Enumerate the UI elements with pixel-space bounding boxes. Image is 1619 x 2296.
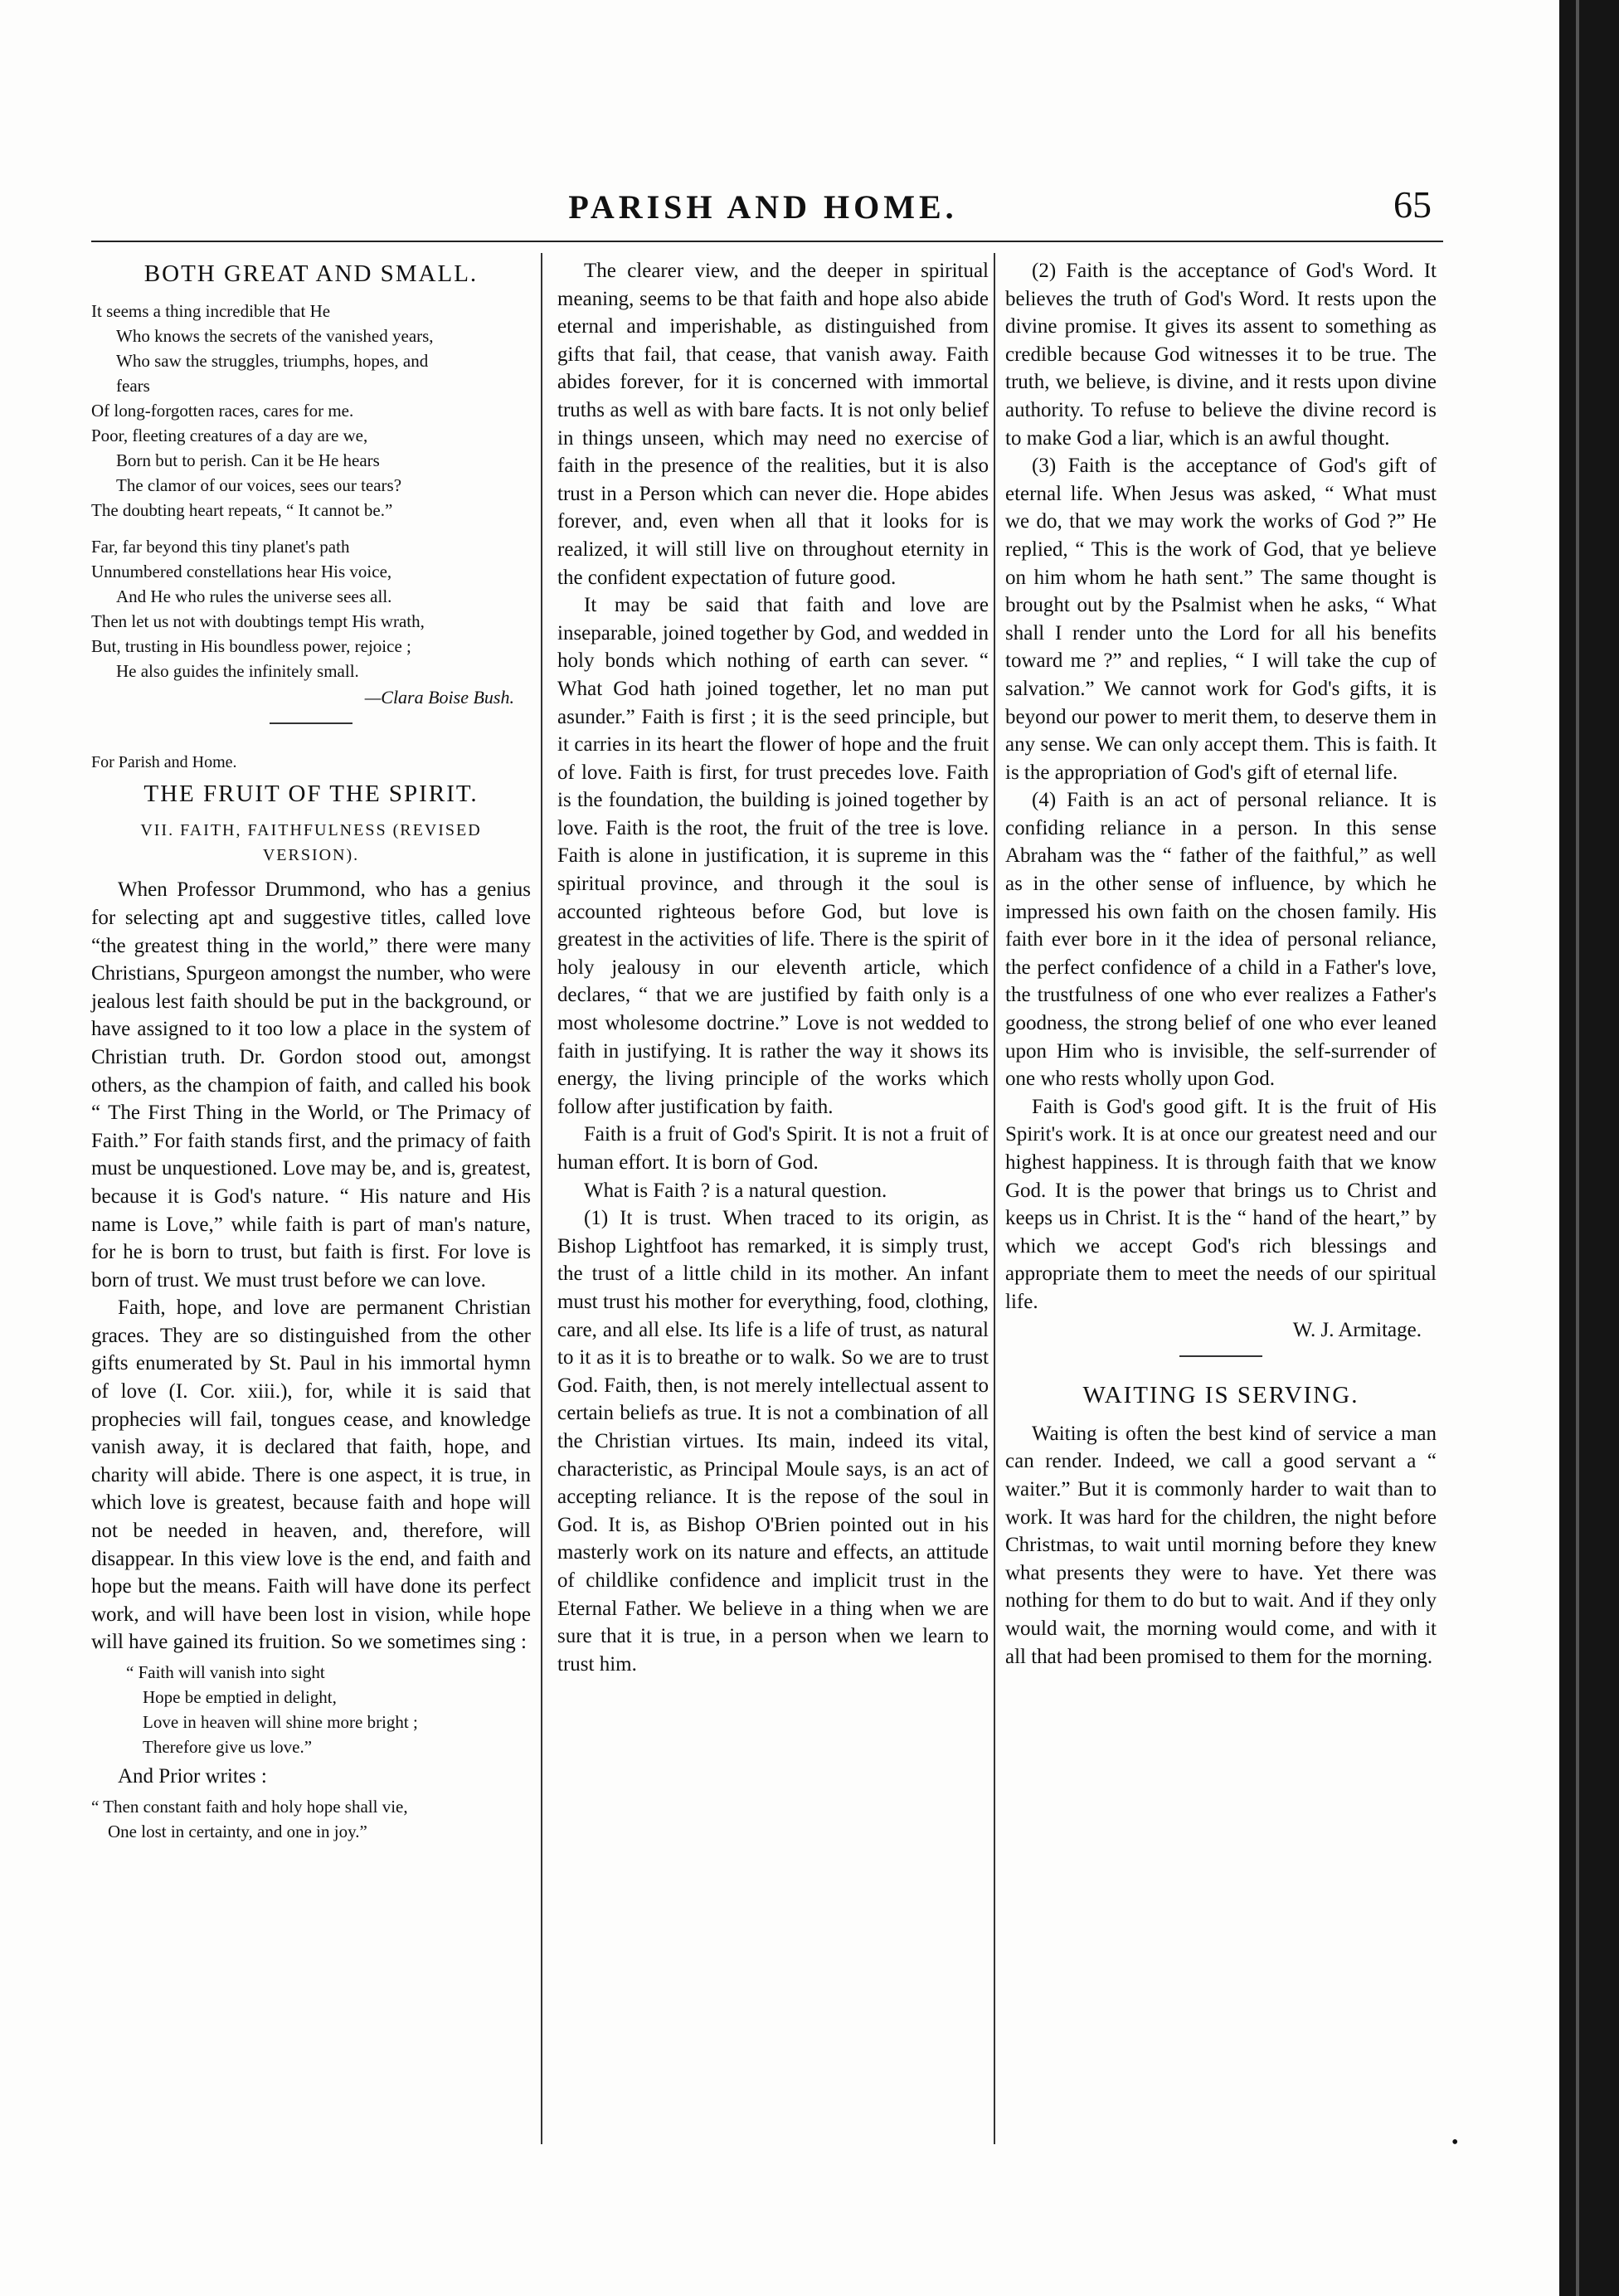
quote-line: Therefore give us love.” [143,1737,313,1757]
article-subtitle: VII. FAITH, FAITHFULNESS (REVISED VERSION). [140,821,482,865]
article-paragraph: Faith is a fruit of God's Spirit. It is not a fruit of human effort. It is born of God. [557,1123,989,1174]
poem-line: The doubting heart repeats, “ It cannot be.” [91,499,393,520]
article-paragraph: The clearer view, and the deeper in spiritual meaning, seems to be that faith and hope also abide eternal and imperishable, as distinguished from gifts that fail, that cease, that vanish away. Faith abides forever, for it is concerned with immortal truths as well as with bare facts. It is not only belief in things unseen, which may need no exercise of faith in the presence of the realities, but it is also trust in a Person which can never die. Hope abides forever, and, even when all that it looks for is realized, it will still live on throughout eternity in the confident expectation of future good. [557,260,989,589]
footer-mark: • [1451,2132,1459,2153]
poem-line: Born but to perish. Can it be He hears [116,450,380,470]
poem-line: Who knows the secrets of the vanished years, [116,325,434,346]
quote-line: One lost in certainty, and one in joy.” [108,1821,367,1841]
running-header: PARISH AND HOME. [568,188,958,226]
poem-line: Who saw the struggles, triumphs, hopes, and [116,350,429,371]
article-signature: W. J. Armitage. [1292,1318,1422,1341]
poem-stanza-1 [91,299,531,523]
waiting-paragraph: Waiting is often the best kind of service a man can render. Indeed, we call a good servant a “ waiter.” But it is commonly harder to wait than to work. It was hard for the children, the night before Christmas, to wait until morning before they knew what presents they were to have. Yet there was nothing for them to do but to wait. And if they only would wait, the morning would come, and with it all that had been promised to them for the morning. [1005,1422,1437,1668]
poem-line: Of long-forgotten races, cares for me. [91,400,354,421]
poem-line: Far, far beyond this tiny planet's path [91,536,350,557]
section-divider [270,722,352,724]
column-3 [1005,257,1437,1671]
article-paragraph: Faith, hope, and love are permanent Christian graces. They are so distinguished from the other gifts enumerated by St. Paul in his immortal hymn of love (I. Cor. xiii.), for, while it is said that prophecies will fail, tongues cease, and knowledge vanish away, it is declared that faith, hope, and charity will abide. There is one aspect, it is true, in which love is greatest, because faith and hope will not be needed in heaven, and, therefore, will disappear. In this view love is the end, and faith and hope but the means. Faith will have done its perfect work, and will have been lost in vision, while hope will have gained its fruition. So we sometimes sing : [91,1296,531,1654]
article-paragraph: (3) Faith is the acceptance of God's gift of eternal life. When Jesus was asked, “ What must we do, that we may work the works of God ?” He replied, “ This is the work of God, that ye believe on him whom he hath sent.” The same thought is brought out by the Psalmist when he asks, “ What shall I render unto the Lord for all his benefits toward me ?” and replies, “ I will take the cup of salvation.” We cannot work for God's gifts, it is beyond our power to merit them, to deserve them in any sense. We can only accept them. This is faith. It is the appropriation of God's gift of eternal life. [1005,455,1437,784]
book-spine-edge [1559,0,1619,2296]
poem-line: Then let us not with doubtings tempt His wrath, [91,610,425,631]
article-paragraph: It may be said that faith and love are inseparable, joined together by God, and wedded in holy bonds which nothing of earth can sever. “ What God hath joined together, let no man put asunder.” Faith is first ; it is the seed principle, but it carries in its heart the flower of hope and the fruit of love. Faith is first, for trust precedes love. Faith is the foundation, the building is joined together by love. Faith is the root, the fruit of the tree is love. Faith is alone in justification, it is supreme in this spiritual province, and through it the soul is accounted righteous before God, but love is greatest in the activities of life. There is the spirit of holy jealousy in our eleventh article, which declares, “ that we are justified by faith only is a most wholesome doctrine.” Love is not wedded to faith in justifying. It is rather the way it shows its energy, the living principle of the works which follow after justification by faith. [557,594,989,1118]
poem-title: BOTH GREAT AND SMALL. [143,260,479,287]
header-rule [91,241,1443,242]
article-paragraph: (1) It is trust. When traced to its origin, as Bishop Lightfoot has remarked, it is simply trust, the trust of a little child in its mother. An infant must trust his mother for everything, food, clothing, care, and all else. Its life is a life of trust, as natural to it as it is to breathe or to walk. So we are to trust God. Faith, then, is not merely intellectual assent to certain beliefs as true. It is not a combination of all the Christian virtues. Its main, indeed its vital, characteristic, as Principal Moule says, is an act of accepting reliance. It is the repose of the soul in God. It is, as Bishop O'Brien pointed out in his masterly work on its nature and effects, an attitude of childlike confidence and implicit trust in the Eternal Father. We believe in a thing when we are sure that it is true, in a person when we learn to trust him. [557,1207,989,1676]
poem-line: But, trusting in His boundless power, rejoice ; [91,635,411,656]
poem-line: The clamor of our voices, sees our tears? [116,474,402,495]
poem-line: Unnumbered constellations hear His voice, [91,561,392,581]
article-paragraph: Faith is God's good gift. It is the fruit of His Spirit's work. It is at once our greatest need and our highest happiness. It is through faith that we know God. It is the power that brings us to Christ and keeps us in Christ. It is the “ hand of the heart,” by which we accept God's rich blessings and appropriate them to meet the needs of our spiritual life. [1005,1095,1437,1313]
page-number: 65 [1393,183,1432,226]
article-paragraph: What is Faith ? is a natural question. [584,1179,887,1202]
column-2 [557,257,989,1678]
quote-line: Hope be emptied in delight, [143,1687,337,1707]
column-rule-2 [994,253,995,2144]
waiting-title: WAITING IS SERVING. [1082,1382,1359,1409]
article-paragraph: When Professor Drummond, who has a genius for selecting apt and suggestive titles, called love “the greatest thing in the world,” there were many Christians, Spurgeon amongst the number, who were jealous lest faith should be put in the background, or have assigned to it too low a place in the system of Christian truth. Dr. Gordon stood out, amongst others, as the champion of faith, and called his book “ The First Thing in the World, or The Primacy of Faith.” For faith stands first, and the primacy of faith must be unquestioned. Love may be, and is, greatest, because it is God's nature. “ His nature and His name is Love,” while faith is part of man's nature, for he is born to trust, but faith is first. For love is born of trust. We must trust before we can love. [91,878,531,1292]
hymn-quote [91,1660,531,1759]
article-paragraph: (2) Faith is the acceptance of God's Word. It believes the truth of God's Word. It rests upon the divine promise. It gives its assent to something as credible because God witnesses it to be true. The truth, we believe, is divine, and it rests upon divine authority. To refuse to believe the divine record is to make God a liar, which is an awful thought. [1005,260,1437,450]
for-line: For Parish and Home. [91,753,237,772]
article-paragraph: And Prior writes : [118,1765,267,1788]
poem-line: He also guides the infinitely small. [116,660,359,681]
quote-line: “ Faith will vanish into sight [126,1662,325,1682]
article-title: THE FRUIT OF THE SPIRIT. [143,780,479,807]
poem-line: And He who rules the universe sees all. [116,586,392,606]
quote-line: Love in heaven will shine more bright ; [143,1712,418,1732]
column-1 [91,257,531,1847]
poem-stanza-2 [91,534,531,683]
column-rule-1 [541,253,542,2144]
section-divider [1179,1355,1262,1357]
poem-author: —Clara Boise Bush. [364,686,514,708]
quote-line: “ Then constant faith and holy hope shall vie, [91,1796,408,1817]
book-spine-line [1576,0,1579,2296]
poem-line: Poor, fleeting creatures of a day are we, [91,425,368,445]
article-paragraph: (4) Faith is an act of personal reliance. It is confiding reliance in a person. In this sense Abraham was the “ father of the faithful,” as well as in the other sense of influence, by which he impressed his own faith on the chosen family. His faith ever bore in it the idea of personal reliance, the perfect confidence of a child in a Father's love, the trustfulness of one who ever realizes a Father's goodness, the strong belief of one who ever leaned upon Him who is invisible, the self-surrender of one who rests wholly upon God. [1005,789,1437,1091]
prior-quote [91,1794,531,1844]
poem-line: fears [116,375,150,396]
poem-line: It seems a thing incredible that He [91,300,331,321]
